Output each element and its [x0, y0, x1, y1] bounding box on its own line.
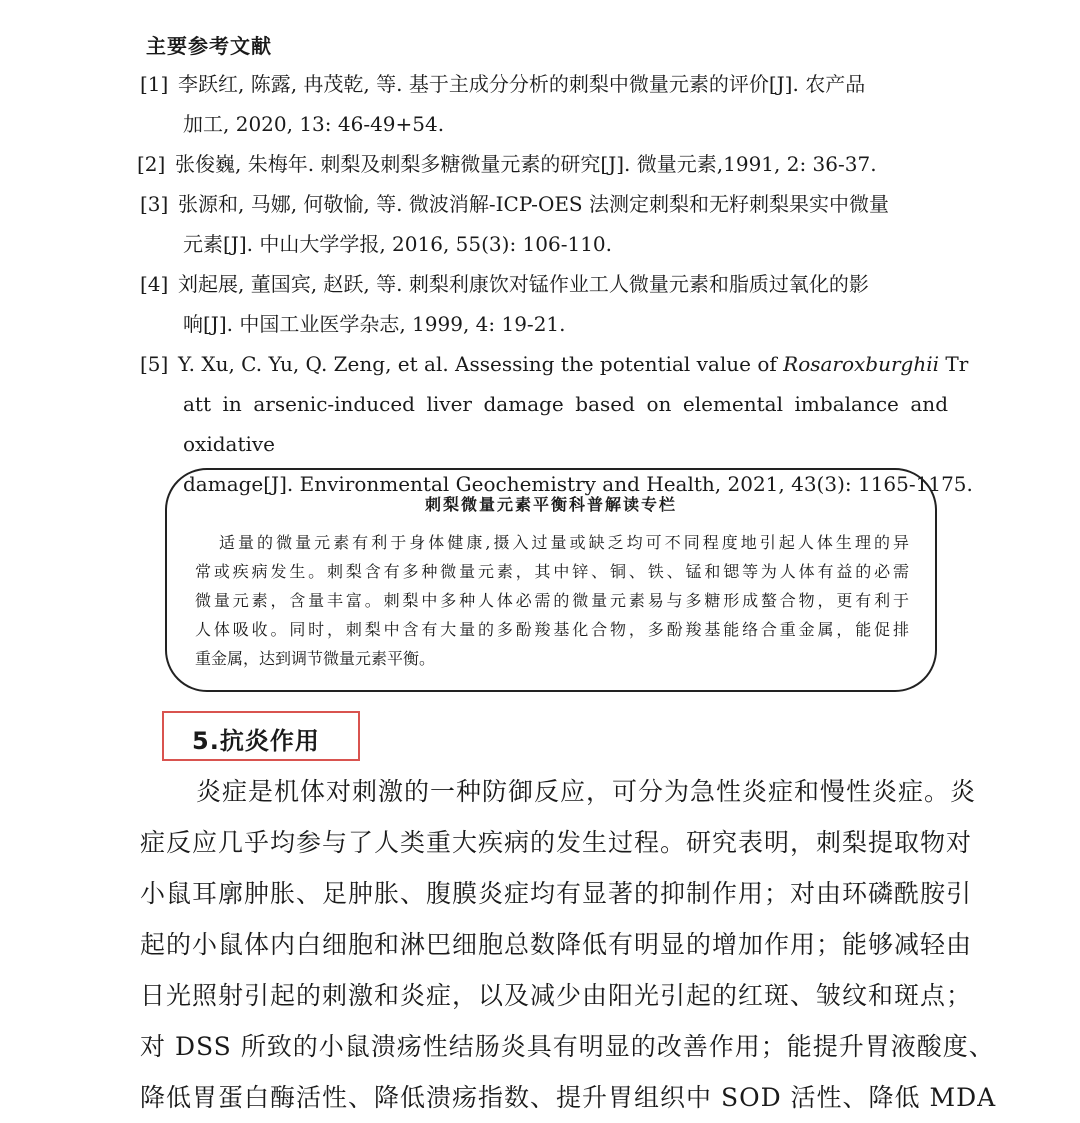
species-name: Rosaroxburghii	[783, 352, 940, 376]
box-line: 人体吸收。同时，刺梨中含有大量的多酚羧基化合物，多酚羧基能络合重金属，能促排	[195, 620, 909, 639]
reference-line: 加工, 2020, 13: 46-49+54.	[183, 112, 445, 136]
paragraph-line: 炎症是机体对刺激的一种防御反应，可分为急性炎症和慢性炎症。炎	[196, 777, 977, 806]
box-line: 重金属，达到调节微量元素平衡。	[195, 649, 436, 668]
reference-line	[178, 344, 969, 384]
reference-text: Tr	[939, 352, 969, 376]
reference-line: 响[J]. 中国工业医学杂志, 1999, 4: 19-21.	[183, 312, 566, 336]
reference-number: [1]	[140, 72, 169, 96]
reference-number: [4]	[140, 272, 169, 296]
reference-number: [5]	[140, 352, 169, 376]
reference-line: 张俊巍, 朱梅年. 刺梨及刺梨多糖微量元素的研究[J]. 微量元素,1991, 2: 36-37.	[175, 152, 877, 176]
paragraph-line: 起的小鼠体内白细胞和淋巴细胞总数降低有明显的增加作用；能够减轻由	[140, 930, 973, 959]
section-paragraph	[140, 766, 997, 1123]
box-line: 适量的微量元素有利于身体健康,摄入过量或缺乏均可不同程度地引起人体生理的异	[219, 533, 909, 552]
reference-line: att in arsenic-induced liver damage based on elemental imbalance and oxidative	[183, 392, 948, 456]
section-heading-frame	[162, 711, 360, 761]
paragraph-line: 症反应几乎均参与了人类重大疾病的发生过程。研究表明，刺梨提取物对	[140, 828, 973, 857]
box-title: 刺梨微量元素平衡科普解读专栏	[424, 495, 677, 514]
box-line: 常或疾病发生。刺梨含有多种微量元素，其中锌、铜、铁、锰和锶等为人体有益的必需	[195, 562, 909, 581]
reference-line: 张源和, 马娜, 何敬愉, 等. 微波消解-ICP-OES 法测定刺梨和无籽刺梨果实中微量	[178, 192, 889, 216]
references-heading: 主要参考文献	[146, 34, 272, 58]
box-line: 微量元素，含量丰富。刺梨中多种人体必需的微量元素易与多糖形成螯合物，更有利于	[195, 591, 909, 610]
reference-item	[140, 64, 948, 144]
reference-item	[140, 184, 948, 264]
section-title: 5.抗炎作用	[192, 727, 320, 755]
reference-line: 李跃红, 陈露, 冉茂乾, 等. 基于主成分分析的刺梨中微量元素的评价[J]. 农产品	[178, 72, 866, 96]
reference-number: [2]	[137, 152, 166, 176]
reference-item	[140, 264, 948, 344]
box-body	[195, 528, 909, 673]
reference-text: Y. Xu, C. Yu, Q. Zeng, et al. Assessing the potential value of	[178, 352, 784, 376]
reference-line: damage[J]. Environmental Geochemistry and Health, 2021, 43(3): 1165-1175.	[183, 472, 973, 496]
paragraph-line: 降低胃蛋白酶活性、降低溃疡指数、提升胃组织中 SOD 活性、降低 MDA	[140, 1083, 997, 1112]
reference-line: 元素[J]. 中山大学学报, 2016, 55(3): 106-110.	[183, 232, 613, 256]
paragraph-line: 日光照射引起的刺激和炎症，以及减少由阳光引起的红斑、皱纹和斑点；	[140, 981, 973, 1010]
paragraph-line: 小鼠耳廓肿胀、足肿胀、腹膜炎症均有显著的抑制作用；对由环磷酰胺引	[140, 879, 973, 908]
reference-line: 刘起展, 董国宾, 赵跃, 等. 刺梨利康饮对锰作业工人微量元素和脂质过氧化的影	[178, 272, 869, 296]
reference-item	[137, 144, 945, 184]
science-column-box	[165, 468, 937, 692]
paragraph-line: 对 DSS 所致的小鼠溃疡性结肠炎具有明显的改善作用；能提升胃液酸度、	[140, 1032, 995, 1061]
reference-number: [3]	[140, 192, 169, 216]
